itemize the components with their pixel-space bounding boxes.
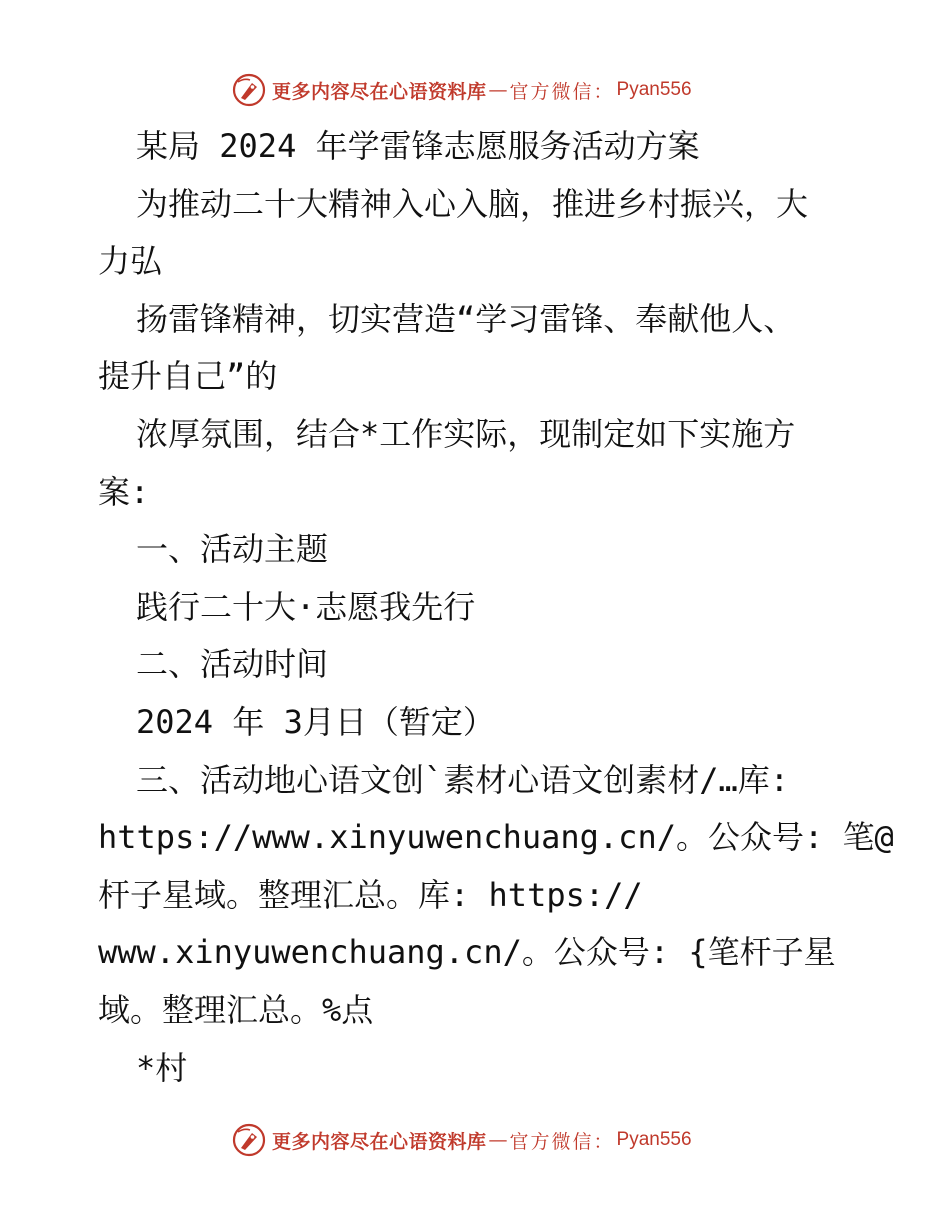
pen-nib-logo-icon bbox=[232, 1123, 266, 1157]
intro-line: 案: bbox=[98, 472, 150, 511]
footer-watermark bbox=[232, 1122, 692, 1158]
section-body: 2024 年 3月日（暂定） bbox=[136, 702, 495, 741]
footer-wechat-id: Pyan556 bbox=[616, 1129, 692, 1150]
document-body bbox=[98, 118, 894, 1097]
header-wechat-id: Pyan556 bbox=[616, 79, 692, 100]
section-body: 践行二十大·志愿我先行 bbox=[136, 587, 476, 626]
header-slogan: 更多内容尽在心语资料库 bbox=[272, 80, 487, 103]
section-body: 杆子星域。整理汇总。库: https:// bbox=[98, 875, 643, 914]
intro-line: 提升自己”的 bbox=[98, 357, 278, 396]
header-wechat-label: 官方微信： bbox=[509, 80, 615, 103]
section-heading: 一、活动主题 bbox=[136, 530, 329, 569]
intro-line: 为推动二十大精神入心入脑，推进乡村振兴，大 bbox=[136, 184, 809, 223]
footer-dash: — bbox=[488, 1129, 508, 1151]
pen-nib-logo-icon bbox=[232, 73, 266, 107]
footer-wechat-label: 官方微信： bbox=[509, 1130, 615, 1153]
section-heading: 三、活动地心语文创`素材心语文创素材/…库: bbox=[136, 760, 790, 799]
section-heading: 二、活动时间 bbox=[136, 645, 329, 684]
section-body: www.xinyuwenchuang.cn/。公众号: {笔杆子星 bbox=[98, 933, 836, 972]
intro-line: 力弘 bbox=[98, 242, 163, 281]
intro-line: 浓厚氛围，结合*工作实际，现制定如下实施方 bbox=[136, 414, 796, 453]
header-dash: — bbox=[488, 79, 508, 101]
header-watermark bbox=[232, 72, 692, 108]
document-title: 某局 2024 年学雷锋志愿服务活动方案 bbox=[136, 127, 700, 165]
intro-line: 扬雷锋精神，切实营造“学习雷锋、奉献他人、 bbox=[136, 299, 796, 338]
section-body: *村 bbox=[136, 1048, 188, 1087]
section-body: https://www.xinyuwenchuang.cn/。公众号: 笔@ bbox=[98, 818, 894, 857]
footer-slogan: 更多内容尽在心语资料库 bbox=[272, 1130, 487, 1153]
section-body: 域。整理汇总。%点 bbox=[98, 990, 374, 1029]
